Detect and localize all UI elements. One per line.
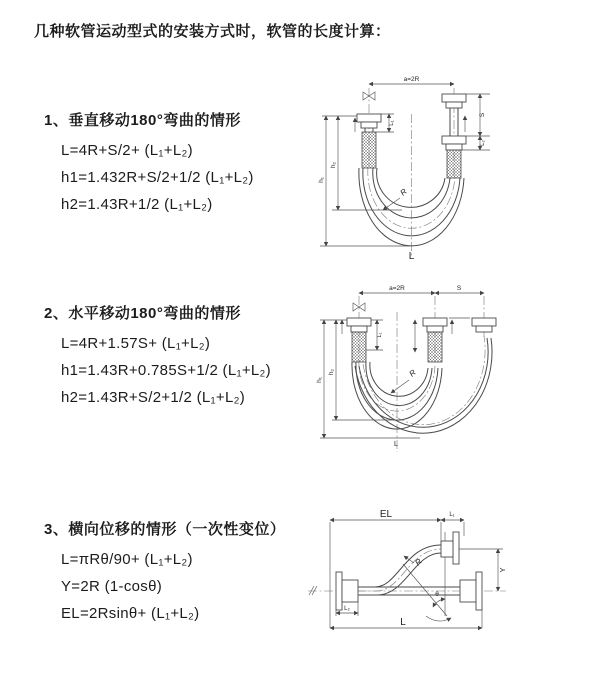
dimension-labels [344, 509, 507, 628]
section-lateral-displacement [44, 518, 285, 627]
formula-Y: Y=2R (1-cosθ) [61, 578, 163, 595]
section-heading: 1、垂直移动180°弯曲的情形 [44, 112, 241, 129]
page-title: 几种软管运动型式的安装方式时，软管的长度计算： [34, 23, 391, 40]
dim-label-l1: L₁ [377, 332, 383, 338]
formula-h1: h1=1.43R+0.785S+1/2 (L₁+L₂) [61, 362, 271, 379]
formula-h2: h2=1.43R+S/2+1/2 (L₁+L₂) [61, 389, 246, 406]
right-fitting [472, 318, 496, 332]
middle-fitting [423, 318, 447, 362]
dim-label-y: Y [498, 567, 507, 573]
formula-L: L=4R+S/2+ (L₁+L₂) [61, 142, 193, 159]
dim-label-l1: L₁ [449, 512, 455, 518]
dim-label-h1: h₁ [316, 377, 323, 383]
dim-label-a2r: a=2R [403, 76, 420, 83]
dim-label-r: R [413, 556, 424, 568]
dimensions [320, 84, 490, 246]
formula-L: L=4R+1.57S+ (L₁+L₂) [61, 335, 211, 352]
section-horizontal-movement [44, 302, 271, 411]
formula-L: L=πRθ/90+ (L₁+L₂) [61, 551, 193, 568]
centerlines [359, 296, 484, 452]
section-heading: 2、水平移动180°弯曲的情形 [44, 305, 241, 322]
dim-label-a2r: a=2R [389, 285, 405, 292]
angle-construction [403, 556, 451, 621]
formula-list [61, 546, 285, 627]
figure-lateral-displacement [298, 506, 600, 646]
left-fitting [357, 114, 381, 168]
formula-list [61, 137, 254, 218]
hose-curve-displaced [355, 336, 492, 433]
right-flange [460, 572, 482, 610]
figure-horizontal-u-bend [312, 280, 597, 466]
formula-EL: EL=2Rsinθ+ (L₁+L₂) [61, 605, 200, 622]
section-heading: 3、横向位移的情形（一次性变位） [44, 521, 286, 538]
dim-label-el: EL [379, 509, 393, 520]
dim-label-l: L [394, 441, 398, 448]
left-flange [336, 572, 358, 610]
formula-h2: h2=1.43R+1/2 (L₁+L₂) [61, 196, 213, 213]
upper-right-flange [441, 532, 459, 564]
dim-label-s: S [479, 112, 486, 118]
dim-label-l1: L₁ [389, 120, 395, 126]
dim-label-l2: L₂ [344, 606, 350, 612]
figure-vertical-u-bend [312, 70, 597, 262]
dim-label-h2: h₂ [330, 161, 337, 169]
dim-label-theta: θ [435, 591, 439, 598]
right-fitting [442, 94, 466, 178]
dim-label-l: L [400, 617, 406, 628]
formula-h1: h1=1.432R+S/2+1/2 (L₁+L₂) [61, 169, 254, 186]
dim-label-r: R [407, 367, 418, 379]
dimension-labels [316, 285, 462, 448]
dim-label-l: L [408, 251, 415, 262]
formula-list [61, 330, 271, 411]
dim-label-h1: h₁ [318, 177, 325, 183]
dim-label-h2: h₂ [328, 368, 335, 376]
dimensions [320, 293, 484, 438]
dim-label-l2: L₂ [480, 140, 486, 146]
dim-label-r: R [398, 186, 409, 198]
section-vertical-movement [44, 109, 254, 218]
left-fitting [347, 318, 371, 362]
dim-label-s: S [456, 285, 462, 292]
